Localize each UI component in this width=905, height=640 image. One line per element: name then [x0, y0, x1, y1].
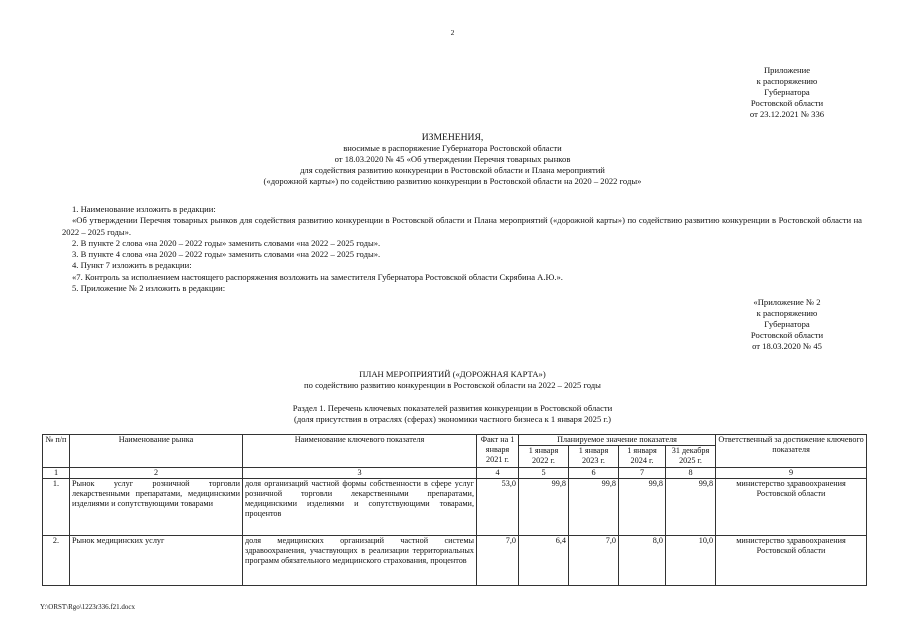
column-number-row	[43, 467, 867, 478]
appendix-header	[716, 65, 858, 120]
header-num: № п/п	[43, 435, 70, 468]
page-number: 2	[450, 28, 455, 37]
header-responsible: Ответственный за достижение ключевого показателя	[716, 435, 867, 468]
column-number: 1	[43, 467, 70, 478]
row-value: 6,4	[519, 535, 569, 585]
appendix-line: Губернатора	[764, 319, 810, 329]
row-value: 99,8	[569, 478, 619, 535]
header-year: 1 января 2022 г.	[519, 446, 569, 467]
row-market: Рынок услуг розничной торговли лекарственными препаратами, медицинскими изделиями и сопутствующими товарами	[70, 478, 243, 535]
changes-line: от 18.03.2020 № 45 «Об утверждении Перечня товарных рынков	[334, 154, 571, 164]
changes-body	[62, 204, 862, 294]
column-number: 7	[619, 467, 666, 478]
changes-line: вносимые в распоряжение Губернатора Ростовской области	[343, 143, 562, 153]
appendix-line: Приложение	[763, 65, 811, 75]
row-value: 8,0	[619, 535, 666, 585]
column-number: 4	[477, 467, 519, 478]
appendix-line: от 18.03.2020 № 45	[752, 341, 822, 351]
paragraph: 2. В пункте 2 слова «на 2020 – 2022 годы» заменить словами «на 2022 – 2025 годы».	[72, 237, 381, 248]
column-number: 8	[666, 467, 716, 478]
column-number: 5	[519, 467, 569, 478]
row-indicator: доля организаций частной формы собственности в сфере услуг розничной торговли лекарственными препаратами, медицинскими изделиями и сопутствующими товарами, процентов	[243, 478, 477, 535]
table-row	[43, 535, 867, 585]
plan-title: ПЛАН МЕРОПРИЯТИЙ («ДОРОЖНАЯ КАРТА»)	[359, 369, 546, 379]
row-indicator: доля медицинских организаций частной системы здравоохранения, участвующих в реализации территориальных программ обязательного медицинского страхования, процентов	[243, 535, 477, 585]
row-value: 99,8	[619, 478, 666, 535]
section-heading	[140, 403, 765, 425]
header-year: 31 декабря 2025 г.	[666, 446, 716, 467]
file-path: Y:\ORST\Rgo\1223r336.f21.docx	[40, 603, 136, 611]
column-number: 3	[243, 467, 477, 478]
changes-title: ИЗМЕНЕНИЯ,	[421, 132, 484, 143]
paragraph: 5. Приложение № 2 изложить в редакции:	[72, 283, 226, 294]
appendix-line: Ростовской области	[750, 98, 824, 108]
appendix-line: к распоряжению	[756, 76, 818, 86]
changes-line: для содействия развитию конкуренции в Ростовской области и Плана мероприятий	[300, 165, 605, 175]
plan-heading	[140, 369, 765, 391]
paragraph: 4. Пункт 7 изложить в редакции:	[72, 260, 192, 271]
plan-subtitle: по содействию развитию конкуренции в Ростовской области на 2022 – 2025 годы	[304, 380, 601, 390]
section-subtitle: (доля присутствия в отраслях (сферах) экономики частного бизнеса к 1 января 2025 г.)	[294, 414, 611, 424]
appendix-line: Губернатора	[764, 87, 810, 97]
row-market: Рынок медицинских услуг	[70, 535, 243, 585]
row-value: 10,0	[666, 535, 716, 585]
appendix-line: «Приложение № 2	[753, 297, 821, 307]
header-year: 1 января 2023 г.	[569, 446, 619, 467]
changes-line: («дорожной карты») по содействию развитию конкуренции в Ростовской области на 2020 – 2022 годы»	[263, 176, 642, 186]
table-header-row	[43, 435, 867, 446]
column-number: 2	[70, 467, 243, 478]
appendix-line: Ростовской области	[750, 330, 824, 340]
paragraph: «7. Контроль за исполнением настоящего распоряжения возложить на заместителя Губернатора Ростовской области Скрябина А.Ю.».	[72, 271, 563, 282]
row-value: 7,0	[569, 535, 619, 585]
row-responsible: министерство здравоохранения Ростовской области	[716, 535, 867, 585]
row-fact: 7,0	[477, 535, 519, 585]
header-planned: Планируемое значение показателя	[519, 435, 716, 446]
header-fact: Факт на 1 января 2021 г.	[477, 435, 519, 468]
appendix-line: к распоряжению	[756, 308, 818, 318]
paragraph: 1. Наименование изложить в редакции:	[72, 204, 216, 214]
appendix-line: от 23.12.2021 № 336	[749, 109, 825, 119]
header-year: 1 января 2024 г.	[619, 446, 666, 467]
row-value: 99,8	[519, 478, 569, 535]
table-row	[43, 478, 867, 535]
row-responsible: министерство здравоохранения Ростовской области	[716, 478, 867, 535]
changes-heading	[140, 132, 765, 187]
header-indicator: Наименование ключевого показателя	[243, 435, 477, 468]
row-fact: 53,0	[477, 478, 519, 535]
paragraph: 3. В пункте 4 слова «на 2020 – 2022 годы» заменить словами «на 2022 – 2025 годы».	[72, 249, 381, 260]
row-value: 99,8	[666, 478, 716, 535]
kpi-table	[42, 434, 867, 586]
paragraph: «Об утверждении Перечня товарных рынков для содействия развитию конкуренции в Ростовской области и Плана мероприятий («дорожной карты») по содействию развитию конкуренции в Ростовской области на 2022 – 2025 годы».	[62, 215, 862, 237]
appendix-2-header	[716, 297, 858, 352]
row-num: 1.	[43, 478, 70, 535]
column-number: 9	[716, 467, 867, 478]
section-title: Раздел 1. Перечень ключевых показателей развития конкуренции в Ростовской области	[292, 403, 613, 413]
header-market: Наименование рынка	[70, 435, 243, 468]
row-num: 2.	[43, 535, 70, 585]
column-number: 6	[569, 467, 619, 478]
